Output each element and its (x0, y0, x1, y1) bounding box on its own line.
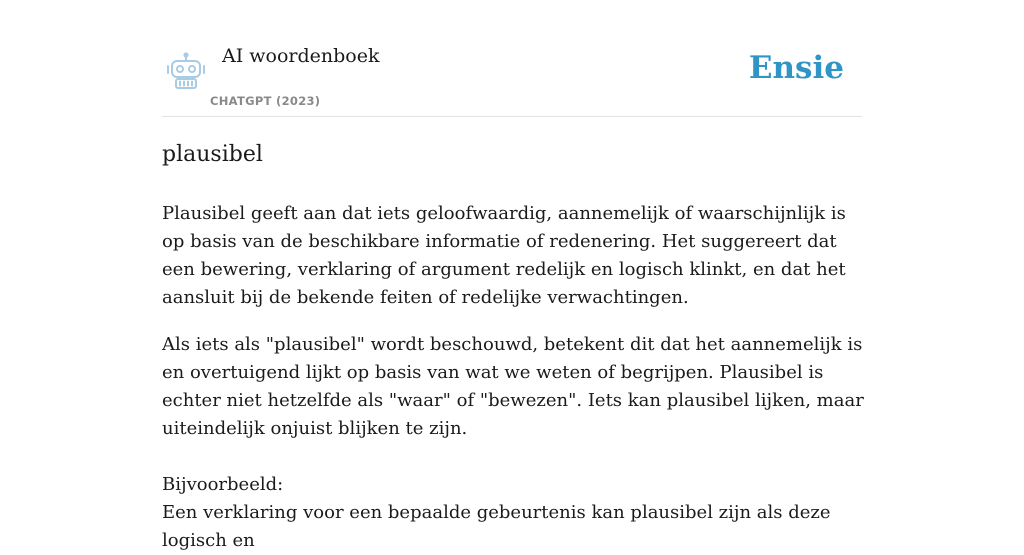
robot-icon (166, 52, 206, 90)
ensie-logo[interactable]: Ensie (748, 50, 844, 86)
entry-content (162, 132, 864, 555)
entry-term: plausibel (162, 142, 263, 167)
header (162, 0, 862, 117)
definition-paragraph: Plausibel geeft aan dat iets geloofwaardig, aannemelijk of waarschijnlijk is op basis van de beschikbare informatie of redenering. Het suggereert dat een bewering, verklaring of argument redelijk en logisch klinkt, en dat het aansluit bij de bekende feiten of redelijke verwachtingen. (162, 203, 846, 308)
source-label: CHATGPT (2023) (210, 94, 321, 108)
example-heading: Bijvoorbeeld: (162, 474, 284, 495)
dictionary-title[interactable]: AI woordenboek (222, 45, 380, 67)
definition-paragraph: Als iets als "plausibel" wordt beschouwd, betekent dit dat het aannemelijk is en overtuigend lijkt op basis van wat we weten of begrijpen. Plausibel is echter niet hetzelfde als "waar" of "bewezen". Iets kan plausibel lijken, maar uiteindelijk onjuist blijken te zijn. (162, 334, 864, 439)
example-paragraph: Een verklaring voor een bepaalde gebeurtenis kan plausibel zijn als deze logisch en (162, 502, 831, 551)
